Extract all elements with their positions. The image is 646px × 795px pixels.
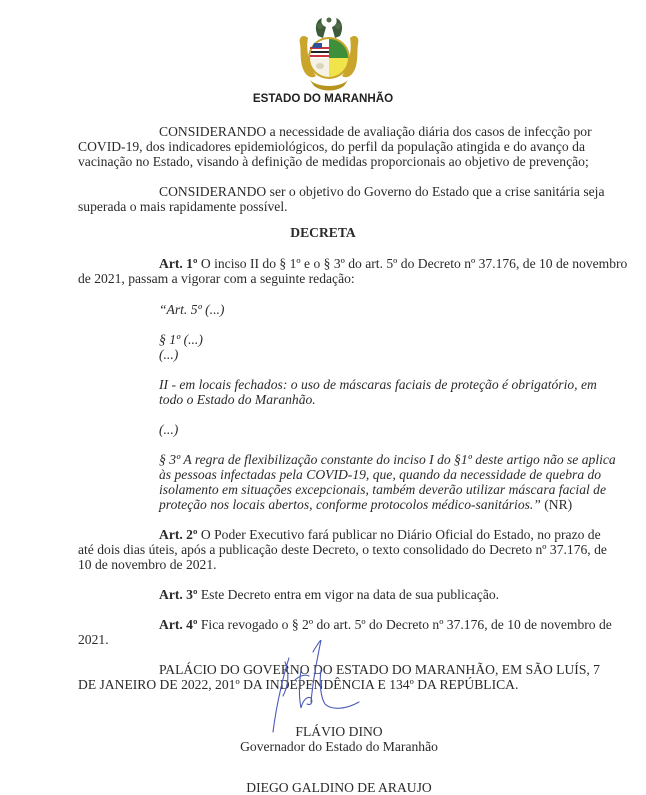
art4-label: Art. 4º bbox=[159, 617, 198, 632]
quote-par1: § 1º (...) bbox=[159, 332, 203, 347]
quote-inc2-line-1: II - em locais fechados: o uso de máscaras faciais de proteção é obrigatório, em bbox=[159, 377, 597, 392]
quote-par3-line-3: isolamento em situações excepcionais, também deverão utilizar máscara facial de bbox=[159, 482, 606, 497]
art2-line-3: 10 de novembro de 2021. bbox=[78, 557, 217, 572]
quote-par3-line-2: às pessoas infectadas pela COVID-19, que, quando da necessidade de quebra do bbox=[159, 467, 602, 482]
art4-line-2: 2021. bbox=[78, 632, 109, 647]
quote-nr: (NR) bbox=[544, 497, 573, 512]
art4-line-1 bbox=[159, 617, 612, 632]
closing-line-2: DE JANEIRO DE 2022, 201º DA INDEPENDÊNCIA E 134º DA REPÚBLICA. bbox=[78, 677, 519, 692]
art2-text-1: O Poder Executivo fará publicar no Diário Oficial do Estado, no prazo de bbox=[200, 527, 601, 542]
art1-line-1 bbox=[159, 256, 628, 271]
preamble-1-text-1: a necessidade de avaliação diária dos casos de infecção por bbox=[269, 124, 592, 139]
art1-line-2: de 2021, passam a vigorar com a seguinte redação: bbox=[78, 271, 355, 286]
preamble-2-lead: CONSIDERANDO bbox=[159, 184, 267, 199]
preamble-1-line-3: vacinação no Estado, visando à definição de medidas proporcionais ao objetivo de prevenção; bbox=[78, 154, 589, 169]
decreta-heading: DECRETA bbox=[290, 225, 356, 240]
quote-par3-line-1: § 3º A regra de flexibilização constante do inciso I do §1º deste artigo não se aplica bbox=[159, 452, 616, 467]
preamble-1-lead: CONSIDERANDO bbox=[159, 124, 267, 139]
art3-line-1 bbox=[159, 587, 499, 602]
preamble-1-line-2: COVID-19, dos indicadores epidemiológicos, do perfil da população atingida e do avanço da bbox=[78, 139, 585, 154]
preamble-1-line-1 bbox=[159, 124, 592, 139]
preamble-2-line-2: superada o mais rapidamente possível. bbox=[78, 199, 288, 214]
art3-label: Art. 3º bbox=[159, 587, 198, 602]
art4-text-1: Fica revogado o § 2º do art. 5º do Decreto nº 37.176, de 10 de novembro de bbox=[200, 617, 612, 632]
art3-text-1: Este Decreto entra em vigor na data de sua publicação. bbox=[200, 587, 500, 602]
preamble-2-line-1 bbox=[159, 184, 605, 199]
signatory-name: FLÁVIO DINO bbox=[295, 724, 383, 739]
closing-line-1: PALÁCIO DO GOVERNO DO ESTADO DO MARANHÃO, EM SÃO LUÍS, 7 bbox=[159, 662, 600, 677]
art1-label: Art. 1º bbox=[159, 256, 198, 271]
quote-par3-line-4 bbox=[159, 497, 572, 512]
preamble-2-text-1: ser o objetivo do Governo do Estado que a crise sanitária seja bbox=[269, 184, 605, 199]
art2-line-1 bbox=[159, 527, 601, 542]
state-name-heading: ESTADO DO MARANHÃO bbox=[252, 92, 394, 105]
art1-text-1: O inciso II do § 1º e o § 3º do art. 5º do Decreto nº 37.176, de 10 de novembro bbox=[200, 256, 628, 271]
quote-par3-text-4: proteção nos locais abertos, conforme protocolos médico-sanitários.” bbox=[159, 497, 541, 512]
quote-ellipsis-1: (...) bbox=[159, 347, 179, 362]
quote-ellipsis-2: (...) bbox=[159, 422, 179, 437]
quote-inc2-line-2: todo o Estado do Maranhão. bbox=[159, 392, 316, 407]
quote-art5: “Art. 5º (...) bbox=[159, 302, 225, 317]
art2-label: Art. 2º bbox=[159, 527, 198, 542]
second-signatory-name: DIEGO GALDINO DE ARAUJO bbox=[246, 780, 432, 795]
art2-line-2: até dois dias úteis, após a publicação deste Decreto, o texto consolidado do Decreto nº 37.176, de bbox=[78, 542, 607, 557]
coat-of-arms-emblem bbox=[296, 14, 362, 92]
signatory-title: Governador do Estado do Maranhão bbox=[240, 739, 438, 754]
